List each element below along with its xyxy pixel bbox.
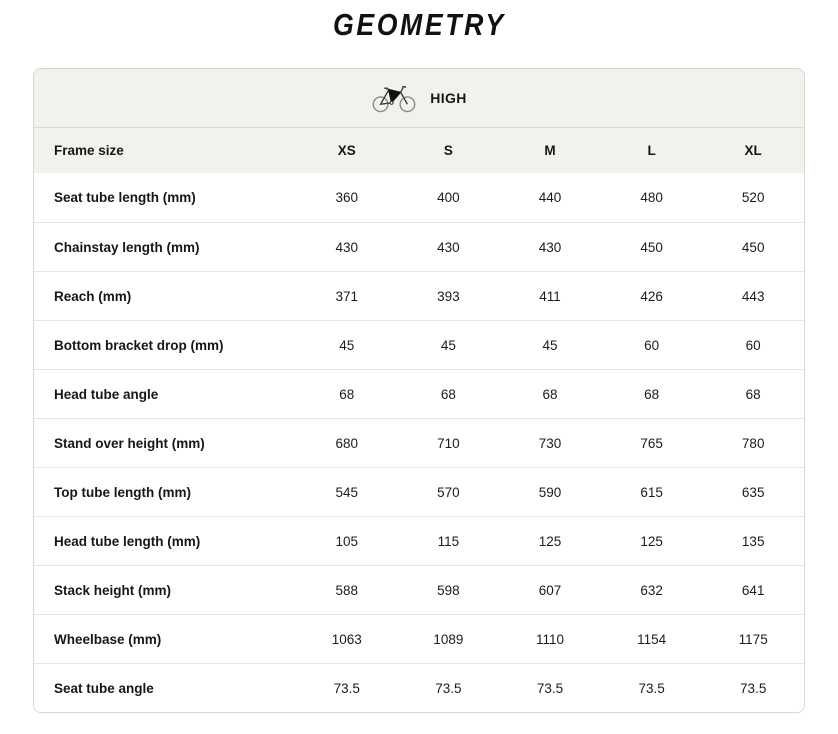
row-value: 590 bbox=[538, 484, 562, 500]
row-value: 450 bbox=[741, 239, 765, 255]
row-value: 588 bbox=[335, 582, 359, 598]
row-value: 60 bbox=[745, 337, 761, 353]
row-value: 73.5 bbox=[638, 680, 665, 696]
row-value: 450 bbox=[640, 239, 663, 255]
row-value: 73.5 bbox=[740, 680, 767, 696]
row-value: 1063 bbox=[331, 631, 362, 647]
table-row bbox=[34, 369, 804, 418]
row-value: 125 bbox=[538, 533, 562, 549]
row-value: 765 bbox=[640, 435, 663, 451]
row-value: 430 bbox=[538, 239, 562, 255]
row-value: 730 bbox=[538, 435, 562, 451]
row-value: 520 bbox=[741, 190, 765, 205]
row-value: 45 bbox=[339, 337, 355, 353]
table-row bbox=[34, 565, 804, 614]
row-value: 360 bbox=[335, 190, 359, 205]
table-row bbox=[34, 663, 804, 712]
row-label: Top tube length (mm) bbox=[54, 484, 191, 500]
row-value: 443 bbox=[741, 288, 765, 304]
row-value: 780 bbox=[741, 435, 765, 451]
row-value: 430 bbox=[335, 239, 359, 255]
row-value: 68 bbox=[542, 386, 558, 402]
row-value: 393 bbox=[437, 288, 460, 304]
row-label: Stack height (mm) bbox=[54, 582, 172, 598]
table-row bbox=[34, 516, 804, 565]
row-value: 680 bbox=[335, 435, 359, 451]
frame-size-label: Frame size bbox=[54, 143, 124, 158]
row-value: 411 bbox=[539, 288, 561, 304]
row-value: 45 bbox=[440, 337, 456, 353]
row-value: 1089 bbox=[433, 631, 464, 647]
row-value: 105 bbox=[335, 533, 359, 549]
row-value: 73.5 bbox=[435, 680, 462, 696]
page-title-text: GEOMETRY bbox=[332, 7, 506, 42]
row-value: 641 bbox=[741, 582, 765, 598]
table-row bbox=[34, 222, 804, 271]
size-col-xl: XL bbox=[744, 143, 762, 158]
variant-header bbox=[34, 69, 804, 127]
row-label: Stand over height (mm) bbox=[54, 435, 205, 451]
row-label: Head tube length (mm) bbox=[54, 533, 201, 549]
row-value: 430 bbox=[437, 239, 460, 255]
table-row bbox=[34, 614, 804, 663]
row-value: 135 bbox=[741, 533, 765, 549]
row-value: 440 bbox=[538, 190, 562, 205]
row-value: 115 bbox=[437, 533, 460, 549]
row-value: 570 bbox=[437, 484, 460, 500]
size-header-row bbox=[34, 127, 804, 173]
geometry-table bbox=[33, 68, 805, 713]
row-label: Chainstay length (mm) bbox=[54, 239, 200, 255]
row-value: 426 bbox=[640, 288, 663, 304]
row-value: 68 bbox=[745, 386, 761, 402]
row-value: 60 bbox=[644, 337, 660, 353]
row-value: 598 bbox=[437, 582, 460, 598]
row-label: Wheelbase (mm) bbox=[54, 631, 162, 647]
variant-label: HIGH bbox=[430, 90, 467, 106]
row-label: Head tube angle bbox=[54, 386, 159, 402]
row-label: Seat tube length (mm) bbox=[54, 190, 196, 205]
row-value: 68 bbox=[440, 386, 456, 402]
row-value: 73.5 bbox=[333, 680, 360, 696]
row-value: 45 bbox=[542, 337, 558, 353]
row-value: 1154 bbox=[637, 631, 667, 647]
row-value: 480 bbox=[640, 190, 663, 205]
row-value: 68 bbox=[644, 386, 660, 402]
row-value: 400 bbox=[437, 190, 460, 205]
table-row bbox=[34, 173, 804, 222]
row-value: 635 bbox=[741, 484, 765, 500]
bicycle-high-frame-icon bbox=[371, 83, 417, 114]
table-row bbox=[34, 467, 804, 516]
row-value: 545 bbox=[335, 484, 359, 500]
row-value: 125 bbox=[640, 533, 663, 549]
size-col-m: M bbox=[544, 143, 556, 158]
row-value: 607 bbox=[538, 582, 562, 598]
page-title bbox=[0, 0, 838, 40]
row-label: Seat tube angle bbox=[54, 680, 154, 696]
row-value: 371 bbox=[335, 288, 359, 304]
row-value: 710 bbox=[437, 435, 460, 451]
row-value: 632 bbox=[640, 582, 663, 598]
row-label: Bottom bracket drop (mm) bbox=[54, 337, 224, 353]
table-row bbox=[34, 418, 804, 467]
table-row bbox=[34, 271, 804, 320]
row-value: 1175 bbox=[738, 631, 768, 647]
row-value: 615 bbox=[640, 484, 663, 500]
row-label: Reach (mm) bbox=[54, 288, 132, 304]
size-col-xs: XS bbox=[337, 143, 356, 158]
row-value: 68 bbox=[339, 386, 355, 402]
table-row bbox=[34, 320, 804, 369]
size-col-l: L bbox=[647, 143, 656, 158]
size-col-s: S bbox=[443, 143, 453, 158]
spec-rows bbox=[34, 173, 804, 712]
row-value: 1110 bbox=[535, 631, 564, 647]
row-value: 73.5 bbox=[536, 680, 564, 696]
